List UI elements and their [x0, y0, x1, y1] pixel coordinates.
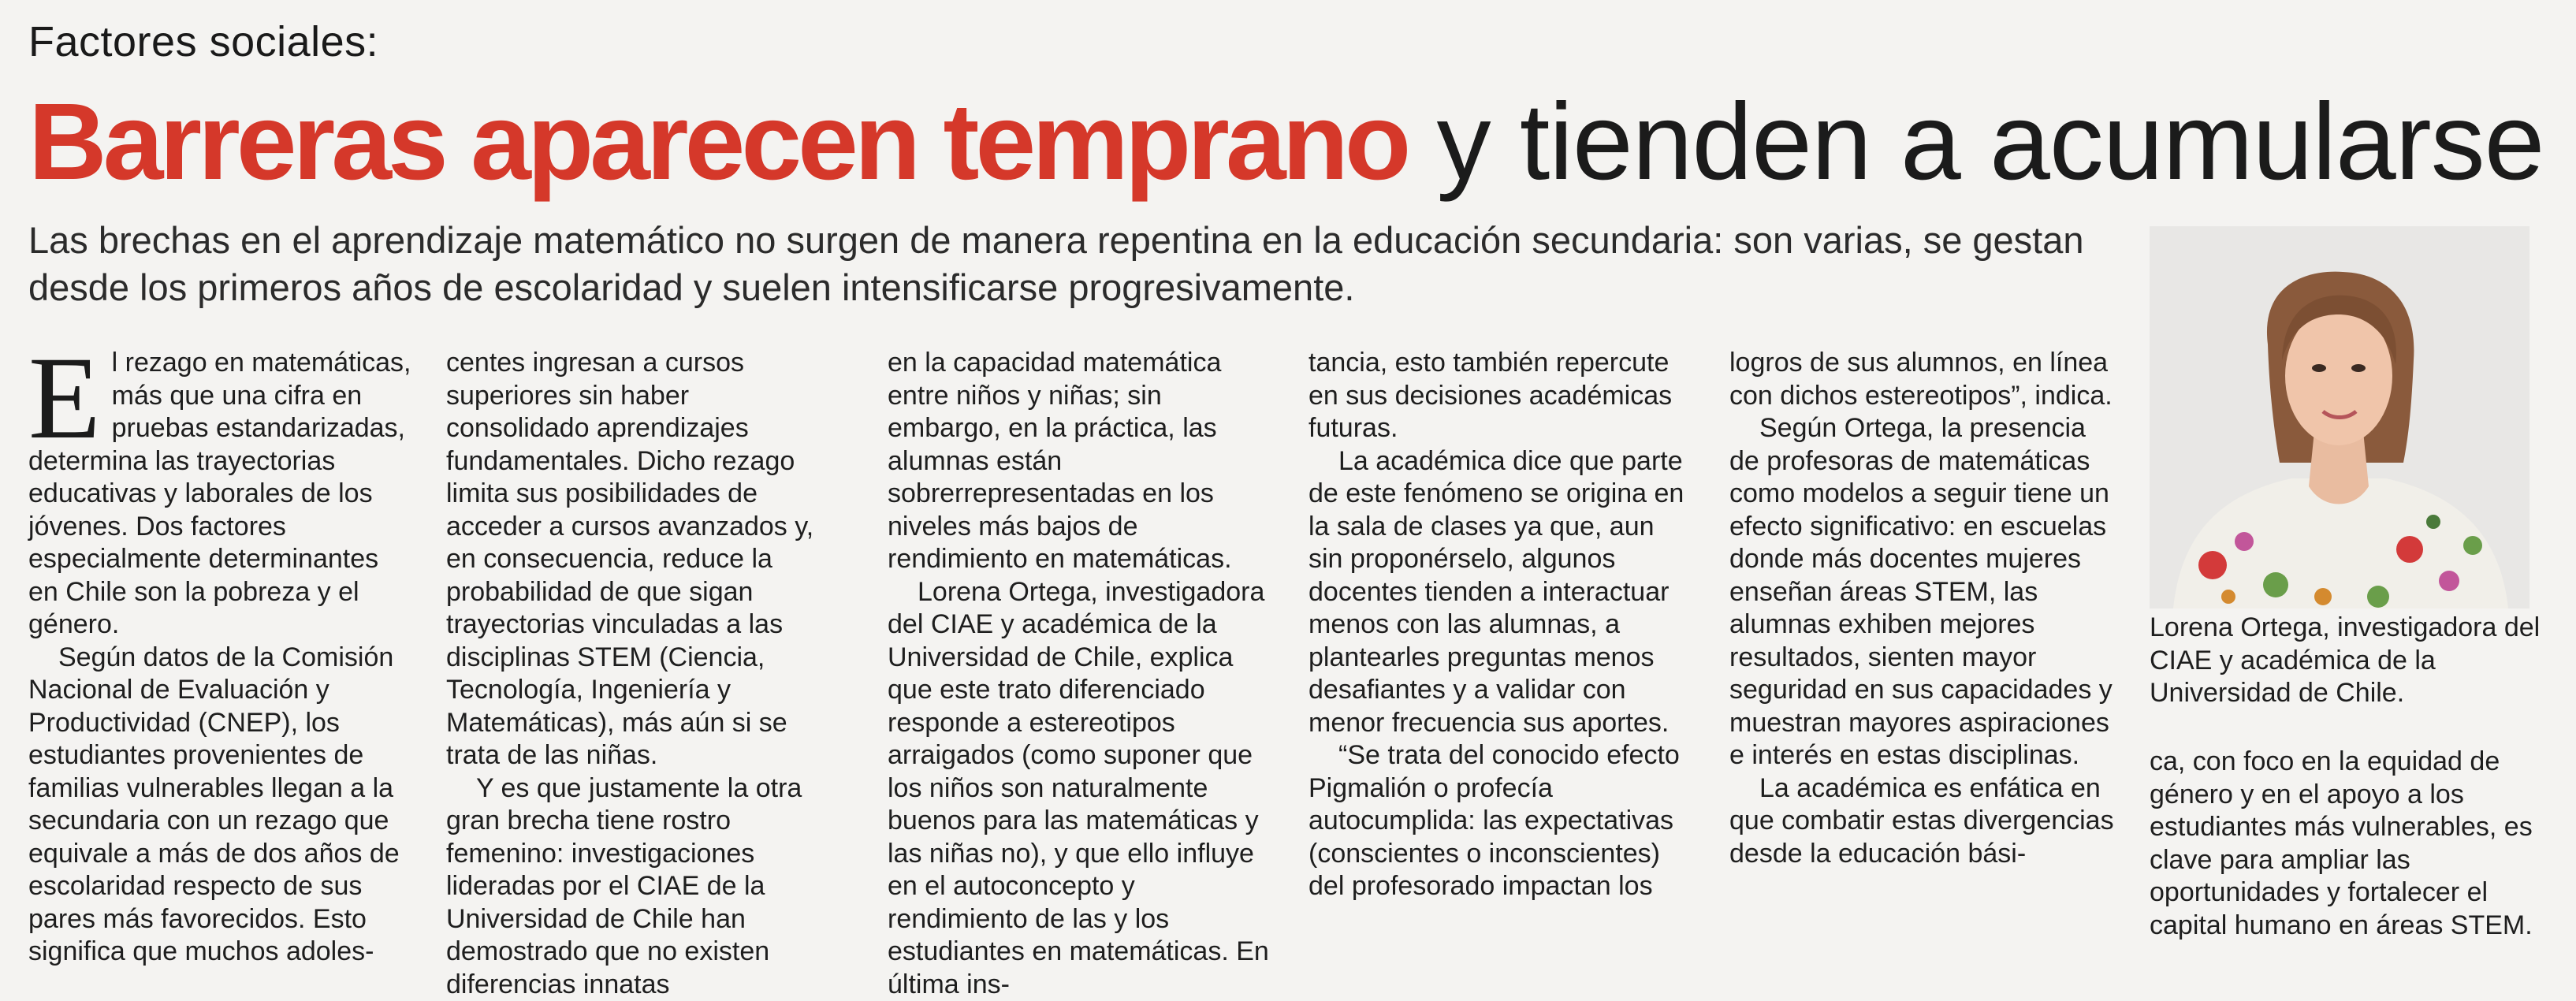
paragraph: ca, con foco en la equidad de género y en el apoyo a los estudiantes más vulnerables, es clave para ampliar las oportunidades y fortalecer el capital humano en áreas STEM. — [2150, 746, 2559, 942]
paragraph-with-drop-cap — [28, 347, 415, 642]
paragraph: tancia, esto también repercute en sus decisiones académicas futuras. — [1308, 347, 1695, 445]
article-column-3 — [888, 347, 1274, 1001]
headline-red-part: Barreras aparecen temprano — [28, 81, 1407, 203]
article-column-6 — [2150, 746, 2559, 942]
section-kicker: Factores sociales: — [28, 17, 378, 66]
photo-caption: Lorena Ortega, investigadora del CIAE y académica de la Universidad de Chile. — [2150, 612, 2559, 710]
drop-cap: E — [28, 352, 101, 445]
article-column-4 — [1308, 347, 1695, 903]
article-column-5 — [1729, 347, 2116, 870]
article-column-2 — [446, 347, 832, 1001]
paragraph: La académica dice que parte de este fenómeno se origina en la sala de clases ya que, aun sin proponérselo, algunos docentes tienden a interactuar menos con las alumnas, a plantearles preguntas menos desafiantes y a validar con menor frecuencia sus aportes. — [1308, 445, 1695, 740]
paragraph: Lorena Ortega, investigadora del CIAE y académica de la Universidad de Chile, explica que este trato diferenciado responde a estereotipos arraigados (como suponer que los niños son naturalmente buenos para las matemáticas y las niñas no), y que ello influye en el autoconcepto y rendimiento de las y los estudiantes en matemáticas. En última ins- — [888, 576, 1274, 1001]
paragraph: Según datos de la Comisión Nacional de Evaluación y Productividad (CNEP), los estudiantes provenientes de familias vulnerables llegan a la secundaria con un rezago que equivale a más de dos años de escolaridad respecto de sus pares más favorecidos. Esto significa que muchos adoles- — [28, 642, 415, 969]
headline-dark-part: y tienden a acumularse — [1437, 81, 2544, 203]
paragraph: centes ingresan a cursos superiores sin haber consolidado aprendizajes fundamentales. Dicho rezago limita sus posibilidades de acceder a cursos avanzados y, en consecuencia, reduce la probabilidad de que sigan trayectorias vinculadas a las disciplinas STEM (Ciencia, Tecnología, Ingeniería y Matemáticas), más aún si se trata de las niñas. — [446, 347, 832, 772]
article-column-1 — [28, 347, 415, 969]
paragraph: “Se trata del conocido efecto Pigmalión o profecía autocumplida: las expectativas (conscientes o inconscientes) del profesorado impactan los — [1308, 739, 1695, 903]
paragraph: La académica es enfática en que combatir estas divergencias desde la educación bási- — [1729, 772, 2116, 871]
paragraph: en la capacidad matemática entre niños y niñas; sin embargo, en la práctica, las alumnas están sobrerrepresentadas en los niveles más bajos de rendimiento en matemáticas. — [888, 347, 1274, 576]
paragraph: logros de sus alumnos, en línea con dichos estereotipos”, indica. — [1729, 347, 2116, 412]
paragraph: l rezago en matemáticas, más que una cifra en pruebas estandarizadas, determina las trayectorias educativas y laborales de los jóvenes. Dos factores especialmente determinantes en Chile son la pobreza y el género. — [28, 348, 411, 639]
portrait-photo — [2150, 226, 2529, 608]
portrait-illustration — [2150, 226, 2529, 608]
paragraph: Y es que justamente la otra gran brecha tiene rostro femenino: investigaciones lideradas por el CIAE de la Universidad de Chile han demostrado que no existen diferencias innatas — [446, 772, 832, 1001]
paragraph: Según Ortega, la presencia de profesoras de matemáticas como modelos a seguir tiene un efecto significativo: en escuelas donde más docentes mujeres enseñan áreas STEM, las alumnas exhiben mejores resultados, sienten mayor seguridad en sus capacidades y muestran mayores aspiraciones e interés en estas disciplinas. — [1729, 412, 2116, 772]
headline — [28, 79, 2544, 205]
lead-paragraph: Las brechas en el aprendizaje matemático no surgen de manera repentina en la educación secundaria: son varias, se gestan desde los primeros años de escolaridad y suelen intensificarse progresivamente. — [28, 217, 2125, 311]
